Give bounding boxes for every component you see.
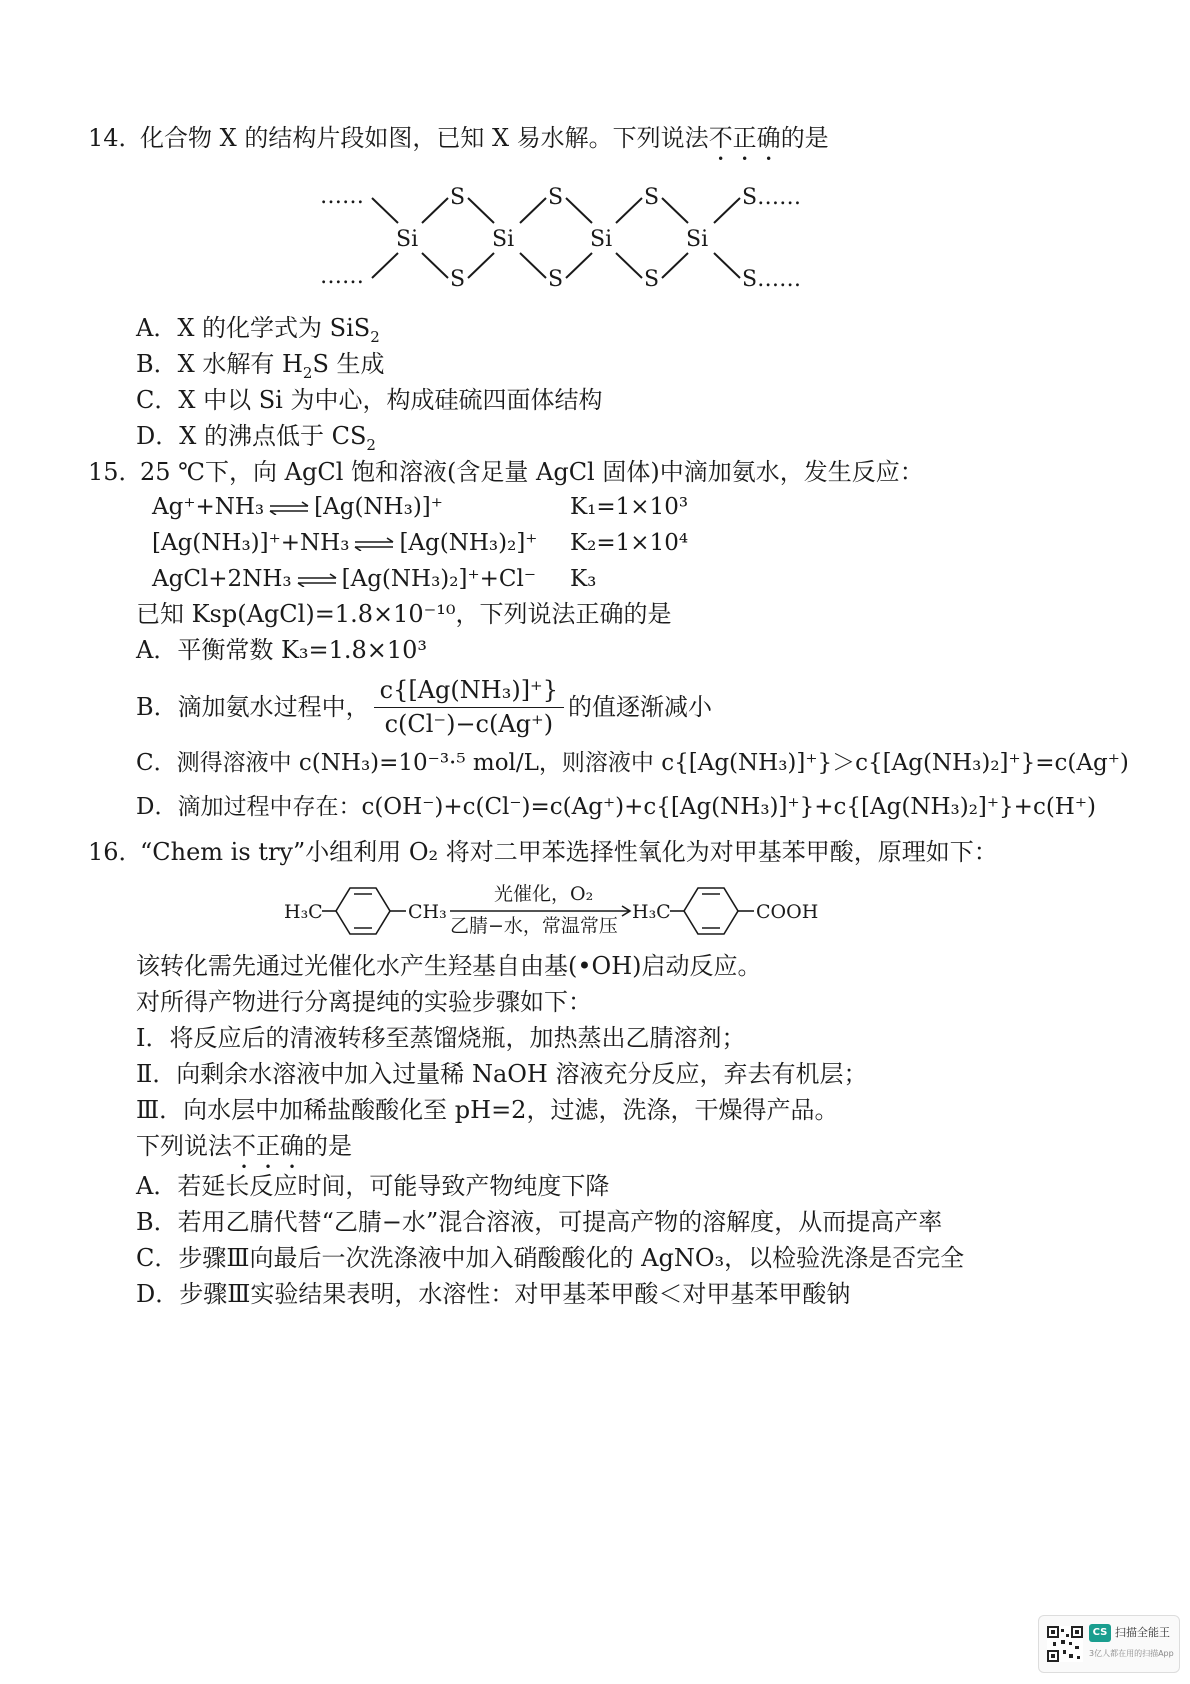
fig-si-2: Si bbox=[492, 227, 515, 252]
q16-step-1: Ⅰ．将反应后的清液转移至蒸馏烧瓶，加热蒸出乙腈溶剂； bbox=[136, 1024, 746, 1052]
q15-option-a: A．平衡常数 K₃=1.8×10³ bbox=[136, 636, 428, 664]
rx-condition-below: 乙腈−水，常温常压 bbox=[450, 915, 618, 937]
equilibrium-arrow-icon bbox=[268, 501, 310, 515]
fig-s-top-1: S bbox=[450, 185, 466, 210]
q15-option-d: D．滴加过程中存在：c(OH⁻)+c(Cl⁻)=c(Ag⁺)+c{[Ag(NH₃)]⁺}+c{[Ag(NH₃)₂]⁺}+c(H⁺) bbox=[136, 794, 1096, 820]
q15-option-b: B．滴加氨水过程中， $\frac{\text{c\{[Ag(NH₃)]⁺\}}}{c(Cl^-)-c(Ag^+)}$ 的值逐渐减小 bbox=[136, 676, 712, 738]
fig-s-bottom-2: S bbox=[548, 267, 564, 292]
q16-line-1: 该转化需先通过光催化水产生羟基自由基(•OH)启动反应。 bbox=[136, 952, 762, 980]
scanner-watermark bbox=[1038, 1615, 1180, 1673]
q16-option-c: C．步骤Ⅲ向最后一次洗涤液中加入硝酸酸化的 AgNO₃，以检验洗涤是否完全 bbox=[136, 1244, 965, 1272]
q15-k3: K₃ bbox=[570, 566, 597, 592]
rx-reactant-right-group: CH₃ bbox=[408, 901, 447, 923]
q16-number: 16． bbox=[88, 838, 143, 866]
fig-s-top-4: S…… bbox=[742, 185, 802, 210]
q15-k1: K₁=1×10³ bbox=[570, 494, 689, 520]
q15-stem: 15．25 ℃下，向 AgCl 饱和溶液(含足量 AgCl 固体)中滴加氨水，发生反应： bbox=[88, 458, 924, 486]
q15-fraction: $\frac{\text{c\{[Ag(NH₃)]⁺\}}}{c(Cl^-)-c(Ag^+)}$ bbox=[374, 676, 564, 739]
equilibrium-arrow-icon bbox=[353, 537, 395, 551]
q14-option-b: B．X 水解有 $H_2S$ 生成 bbox=[136, 350, 385, 382]
scanner-logo: CS bbox=[1089, 1624, 1111, 1642]
fig-s-top-2: S bbox=[548, 185, 564, 210]
fig-si-1: Si bbox=[396, 227, 419, 252]
q16-ask: 下列说法不正确的是 bbox=[136, 1132, 352, 1160]
rx-reactant-left-group: H₃C bbox=[284, 901, 323, 923]
fig-s-bottom-1: S bbox=[450, 267, 466, 292]
scanner-tagline: 3亿人都在用的扫描App bbox=[1089, 1649, 1174, 1658]
q14-stem: 14．化合物 X 的结构片段如图，已知 X 易水解。下列说法不正确的是 bbox=[88, 124, 829, 152]
q15-option-c: C．测得溶液中 c(NH₃)=10⁻³·⁵ mol/L，则溶液中 c{[Ag(NH₃)]⁺}＞c{[Ag(NH₃)₂]⁺}=c(Ag⁺) bbox=[136, 750, 1129, 776]
fig-si-3: Si bbox=[590, 227, 613, 252]
q16-emphasis: 不正确 bbox=[232, 1132, 304, 1160]
scanner-brand: 扫描全能王 bbox=[1115, 1626, 1170, 1639]
rx-product-right-group: COOH bbox=[756, 901, 819, 923]
fig-s-top-3: S bbox=[644, 185, 660, 210]
fig-si-4: Si bbox=[686, 227, 709, 252]
q14-option-a: A．X 的化学式为 SiS$_2$ bbox=[136, 314, 380, 346]
q14-option-d: D．X 的沸点低于 $CS_2$ bbox=[136, 422, 376, 454]
q16-line-2: 对所得产物进行分离提纯的实验步骤如下： bbox=[136, 988, 592, 1016]
equilibrium-arrow-icon bbox=[296, 573, 338, 587]
q14-structure-figure bbox=[310, 178, 870, 298]
rx-condition-above: 光催化，O₂ bbox=[494, 883, 594, 905]
q16-stem: 16．“Chem is try”小组利用 O₂ 将对二甲苯选择性氧化为对甲基苯甲酸，原理如下： bbox=[88, 838, 998, 866]
q14-number: 14． bbox=[88, 124, 143, 152]
q15-k2: K₂=1×10⁴ bbox=[570, 530, 689, 556]
q16-step-3: Ⅲ．向水层中加稀盐酸酸化至 pH=2，过滤，洗涤，干燥得产品。 bbox=[136, 1096, 839, 1124]
fig-s-bottom-3: S bbox=[644, 267, 660, 292]
q15-known: 已知 Ksp(AgCl)=1.8×10⁻¹⁰，下列说法正确的是 bbox=[136, 600, 672, 628]
q15-equation-2: [Ag(NH₃)]⁺+NH₃ [Ag(NH₃)₂]⁺ bbox=[152, 530, 538, 556]
q16-reaction-scheme bbox=[282, 876, 842, 942]
fig-left-ellipsis-bottom: …… bbox=[320, 264, 364, 289]
q16-option-a: A．若延长反应时间，可能导致产物纯度下降 bbox=[136, 1172, 610, 1200]
fig-s-bottom-4: S…… bbox=[742, 267, 802, 292]
q16-option-d: D．步骤Ⅲ实验结果表明，水溶性：对甲基苯甲酸＜对甲基苯甲酸钠 bbox=[136, 1280, 851, 1308]
q14-emphasis: 不正确 bbox=[708, 124, 781, 152]
rx-product-left-group: H₃C bbox=[632, 901, 671, 923]
q15-equation-1: Ag⁺+NH₃ [Ag(NH₃)]⁺ bbox=[152, 494, 443, 520]
fig-left-ellipsis-top: …… bbox=[320, 184, 364, 209]
q16-step-2: Ⅱ．向剩余水溶液中加入过量稀 NaOH 溶液充分反应，弃去有机层； bbox=[136, 1060, 868, 1088]
q15-number: 15． bbox=[88, 458, 143, 486]
q16-option-b: B．若用乙腈代替“乙腈−水”混合溶液，可提高产物的溶解度，从而提高产率 bbox=[136, 1208, 943, 1236]
q15-equation-3: AgCl+2NH₃ [Ag(NH₃)₂]⁺+Cl⁻ bbox=[152, 566, 536, 592]
q14-option-c: C．X 中以 Si 为中心，构成硅硫四面体结构 bbox=[136, 386, 603, 414]
qr-code-icon bbox=[1047, 1626, 1083, 1662]
